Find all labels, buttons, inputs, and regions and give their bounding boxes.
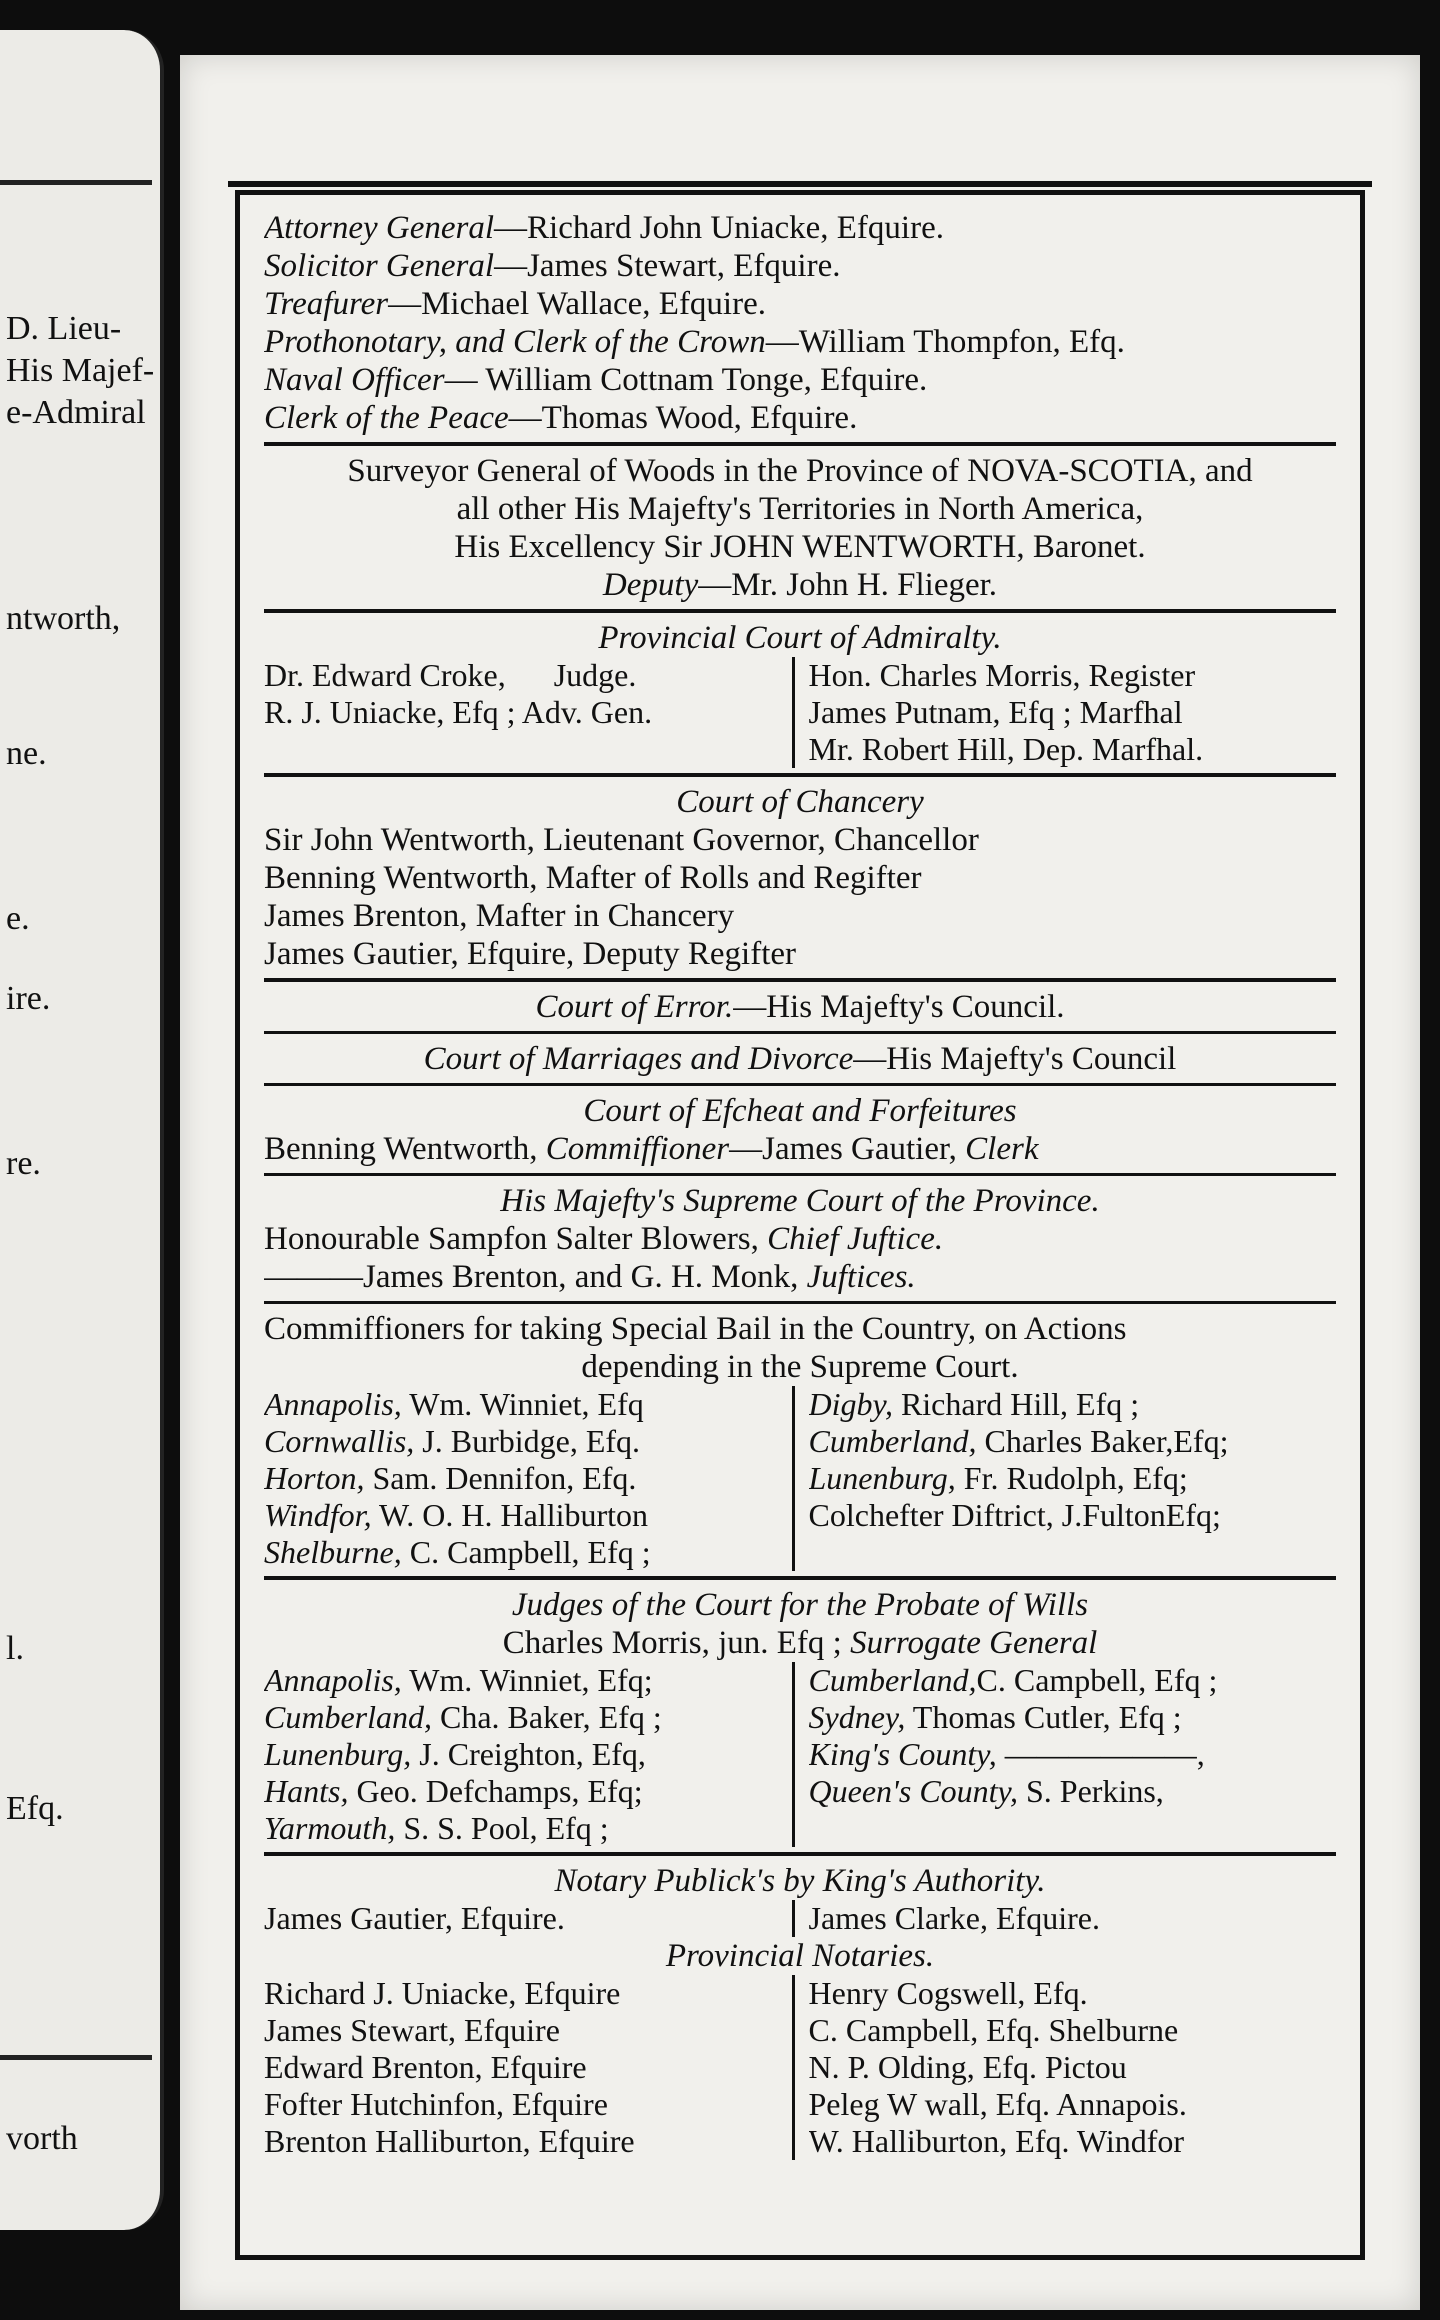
officer-line: Solicitor General—James Stewart, Efquire. bbox=[264, 248, 841, 284]
admiralty-entry: Hon. Charles Morris, Register bbox=[808, 657, 1196, 693]
section-heading: His Majefty's Supreme Court of the Province. bbox=[500, 1183, 1100, 1219]
court-of-error: Court of Error.—His Majefty's Council. bbox=[535, 989, 1065, 1025]
left-fragment: ne. bbox=[6, 735, 47, 772]
chancery-entry: James Gautier, Efquire, Deputy Regifter bbox=[264, 936, 796, 972]
admiralty-entry: Dr. Edward Croke, Judge. bbox=[264, 657, 637, 693]
probate-section bbox=[264, 1586, 1336, 1847]
bail-entry: Cumberland, Charles Baker,Efq; bbox=[808, 1423, 1229, 1459]
efcheat-entry: Benning Wentworth, Commiffioner—James Gautier, Clerk bbox=[264, 1131, 1039, 1167]
bail-entry: Annapolis, Wm. Winniet, Efq bbox=[264, 1386, 644, 1422]
notary-section bbox=[264, 1862, 1336, 2160]
section-rule bbox=[264, 1576, 1336, 1580]
provincial-notaries-right-column bbox=[792, 1975, 1337, 2160]
chancery-entry: Sir John Wentworth, Lieutenant Governor, Chancellor bbox=[264, 822, 979, 858]
probate-entry: Sydney, Thomas Cutler, Efq ; bbox=[808, 1699, 1182, 1735]
surveyor-line: all other His Majefty's Territories in North America, bbox=[456, 491, 1144, 527]
notary-entry: Henry Cogswell, Efq. bbox=[808, 1975, 1088, 2011]
notary-columns bbox=[264, 1900, 1336, 1937]
admiralty-left-column bbox=[264, 657, 792, 768]
supreme-entry: Honourable Sampfon Salter Blowers, Chief Juftice. bbox=[264, 1221, 944, 1257]
notary-entry: Edward Brenton, Efquire bbox=[264, 2049, 587, 2085]
provincial-notaries-left-column bbox=[264, 1975, 792, 2160]
bail-right-column bbox=[792, 1386, 1337, 1571]
section-rule bbox=[264, 1173, 1336, 1176]
section-rule bbox=[264, 1852, 1336, 1856]
section-rule bbox=[264, 978, 1336, 982]
section-heading: Court of Efcheat and Forfeitures bbox=[583, 1093, 1017, 1129]
officer-line: Treafurer—Michael Wallace, Efquire. bbox=[264, 286, 766, 322]
admiralty-right-column bbox=[792, 657, 1337, 768]
efcheat-section bbox=[264, 1092, 1336, 1168]
section-heading: Provincial Notaries. bbox=[665, 1938, 935, 1974]
chancery-entry: James Brenton, Mafter in Chancery bbox=[264, 898, 735, 934]
probate-entry: Cumberland, Cha. Baker, Efq ; bbox=[264, 1699, 662, 1735]
notary-entry: James Gautier, Efquire. bbox=[264, 1900, 565, 1936]
notary-entry: James Clarke, Efquire. bbox=[808, 1900, 1100, 1936]
page-frame bbox=[235, 190, 1365, 2260]
notary-right-column bbox=[792, 1900, 1337, 1937]
probate-entry: Cumberland,C. Campbell, Efq ; bbox=[808, 1662, 1218, 1698]
provincial-notaries-columns bbox=[264, 1975, 1336, 2160]
left-fragment: Efq. bbox=[6, 1790, 64, 1827]
bail-entry: Horton, Sam. Dennifon, Efq. bbox=[264, 1460, 637, 1496]
section-heading: Notary Publick's by King's Authority. bbox=[554, 1863, 1046, 1899]
notary-entry: N. P. Olding, Efq. Pictou bbox=[808, 2049, 1127, 2085]
officers-list bbox=[264, 209, 1336, 437]
notary-entry: Peleg W wall, Efq. Annapois. bbox=[808, 2086, 1187, 2122]
book-page bbox=[180, 55, 1420, 2310]
section-heading: Provincial Court of Admiralty. bbox=[598, 620, 1002, 656]
bail-heading-line: Commiffioners for taking Special Bail in the Country, on Actions bbox=[264, 1311, 1127, 1347]
special-bail-section bbox=[264, 1310, 1336, 1571]
bail-heading-line: depending in the Supreme Court. bbox=[581, 1349, 1019, 1385]
left-fragment: ire. bbox=[6, 980, 51, 1017]
probate-entry: Hants, Geo. Defchamps, Efq; bbox=[264, 1773, 643, 1809]
surveyor-line: Surveyor General of Woods in the Province of NOVA-SCOTIA, and bbox=[347, 453, 1253, 489]
deputy-line: Deputy—Mr. John H. Flieger. bbox=[602, 567, 998, 603]
section-rule bbox=[264, 1301, 1336, 1304]
left-fragment: His Majef- bbox=[6, 352, 155, 389]
section-rule bbox=[264, 442, 1336, 446]
left-facing-page bbox=[0, 30, 164, 2230]
chancery-section bbox=[264, 783, 1336, 973]
left-fragment: vorth bbox=[6, 2120, 78, 2157]
admiralty-section bbox=[264, 619, 1336, 768]
notary-entry: C. Campbell, Efq. Shelburne bbox=[808, 2012, 1179, 2048]
notary-entry: Brenton Halliburton, Efquire bbox=[264, 2123, 635, 2159]
bail-entry: Shelburne, C. Campbell, Efq ; bbox=[264, 1534, 651, 1570]
probate-entry: Lunenburg, J. Creighton, Efq, bbox=[264, 1736, 646, 1772]
probate-left-column bbox=[264, 1662, 792, 1847]
court-of-marriages: Court of Marriages and Divorce—His Majefty's Council bbox=[423, 1041, 1177, 1077]
supreme-entry: ———James Brenton, and G. H. Monk, Juftices. bbox=[264, 1259, 916, 1295]
notary-entry: James Stewart, Efquire bbox=[264, 2012, 560, 2048]
officer-line: Naval Officer— William Cottnam Tonge, Efquire. bbox=[264, 362, 928, 398]
bail-left-column bbox=[264, 1386, 792, 1571]
probate-entry: Queen's County, S. Perkins, bbox=[808, 1773, 1164, 1809]
officer-line: Attorney General—Richard John Uniacke, Efquire. bbox=[264, 210, 944, 246]
probate-entry: Yarmouth, S. S. Pool, Efq ; bbox=[264, 1810, 609, 1846]
officer-line: Clerk of the Peace—Thomas Wood, Efquire. bbox=[264, 400, 858, 436]
notary-entry: Richard J. Uniacke, Efquire bbox=[264, 1975, 621, 2011]
left-fragment: e-Admiral bbox=[6, 394, 146, 431]
chancery-entry: Benning Wentworth, Mafter of Rolls and Regifter bbox=[264, 860, 922, 896]
notary-entry: W. Halliburton, Efq. Windfor bbox=[808, 2123, 1185, 2159]
left-fragment: D. Lieu- bbox=[6, 310, 122, 347]
probate-columns bbox=[264, 1662, 1336, 1847]
section-rule bbox=[264, 1083, 1336, 1086]
left-fragment: ntworth, bbox=[6, 600, 121, 637]
section-rule bbox=[264, 1031, 1336, 1034]
bail-entry: Cornwallis, J. Burbidge, Efq. bbox=[264, 1423, 641, 1459]
probate-entry: Charles Morris, jun. Efq ; Surrogate General bbox=[502, 1625, 1098, 1661]
notary-entry: Fofter Hutchinfon, Efquire bbox=[264, 2086, 608, 2122]
admiralty-entry: Mr. Robert Hill, Dep. Marfhal. bbox=[808, 731, 1204, 767]
left-fragment: l. bbox=[6, 1630, 24, 1667]
section-heading: Judges of the Court for the Probate of Wills bbox=[511, 1587, 1089, 1623]
probate-right-column bbox=[792, 1662, 1337, 1847]
section-rule bbox=[264, 609, 1336, 613]
supreme-court-section bbox=[264, 1182, 1336, 1296]
bail-entry: Windfor, W. O. H. Halliburton bbox=[264, 1497, 649, 1533]
officer-line: Prothonotary, and Clerk of the Crown—William Thompfon, Efq. bbox=[264, 324, 1125, 360]
bail-columns bbox=[264, 1386, 1336, 1571]
left-page-rule bbox=[0, 180, 152, 185]
section-heading: Court of Chancery bbox=[676, 784, 924, 820]
section-rule bbox=[264, 773, 1336, 777]
surveyor-line: His Excellency Sir JOHN WENTWORTH, Baronet. bbox=[454, 529, 1146, 565]
notary-left-column bbox=[264, 1900, 792, 1937]
bail-entry: Digby, Richard Hill, Efq ; bbox=[808, 1386, 1140, 1422]
left-fragment: re. bbox=[6, 1145, 41, 1182]
admiralty-entry: James Putnam, Efq ; Marfhal bbox=[808, 694, 1183, 730]
surveyor-section bbox=[264, 452, 1336, 604]
bail-entry: Colchefter Diftrict, J.FultonEfq; bbox=[808, 1497, 1221, 1533]
admiralty-columns bbox=[264, 657, 1336, 768]
probate-entry: Annapolis, Wm. Winniet, Efq; bbox=[264, 1662, 653, 1698]
admiralty-entry: R. J. Uniacke, Efq ; Adv. Gen. bbox=[264, 694, 653, 730]
left-fragment: e. bbox=[6, 900, 30, 937]
left-page-rule bbox=[0, 2055, 152, 2060]
bail-entry: Lunenburg, Fr. Rudolph, Efq; bbox=[808, 1460, 1188, 1496]
probate-entry: King's County, ——————, bbox=[808, 1736, 1205, 1772]
